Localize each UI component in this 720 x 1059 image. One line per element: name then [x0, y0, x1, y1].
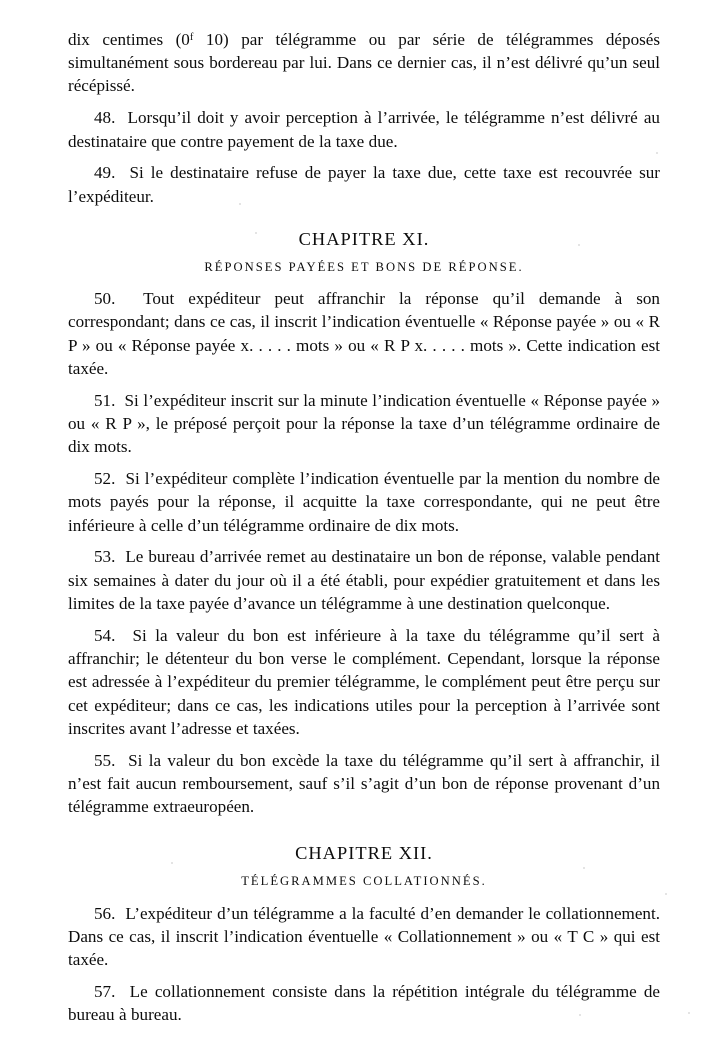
- chapter-xi-subtitle: RÉPONSES PAYÉES ET BONS DE RÉPONSE.: [204, 259, 524, 274]
- article-49: [68, 161, 660, 208]
- chapter-xi-heading: [68, 228, 660, 275]
- article-57: [68, 980, 660, 1027]
- article-51-number: 51.: [94, 390, 116, 410]
- article-55-text: Si la valeur du bon excède la taxe du télégramme qu’il sert à affranchir, il n’est fait aucun remboursement, sauf s’il s’agit d’un bon de réponse provenant d’un télégramme extraeuropéen.: [68, 750, 660, 817]
- article-50-number: 50.: [94, 288, 116, 308]
- spacer-chapter-xi-title: [68, 250, 660, 259]
- article-51-text: Si l’expéditeur inscrit sur la minute l’indication éventuelle « Réponse payée » ou « R P », le préposé perçoit pour la réponse la taxe d’un télégramme ordinaire de dix mots.: [68, 390, 660, 457]
- article-56: [68, 902, 660, 972]
- chapter-xii-subtitle: TÉLÉGRAMMES COLLATIONNÉS.: [241, 873, 487, 888]
- article-53-number: 53.: [94, 547, 116, 567]
- scan-speckle: [665, 893, 667, 895]
- article-56-text: L’expéditeur d’un télégramme a la faculté d’en demander le collationnement. Dans ce cas, il inscrit l’indication éventuelle « Collationnement » ou « T C » qui est taxée.: [68, 903, 660, 970]
- spacer-after-chapter-xi: [68, 275, 660, 287]
- article-49-text: Si le destinataire refuse de payer la taxe due, cette taxe est recouvrée sur l’expéditeur.: [68, 163, 661, 206]
- article-52-number: 52.: [94, 469, 116, 489]
- article-55: [68, 749, 660, 819]
- article-50: [68, 287, 660, 380]
- continuation-text-pre: dix centimes (0: [68, 29, 190, 49]
- article-57-number: 57.: [94, 982, 116, 1002]
- article-55-number: 55.: [94, 750, 116, 770]
- article-48-number: 48.: [94, 108, 116, 128]
- article-54: [68, 624, 660, 740]
- spacer-chapter-xii-title: [68, 864, 660, 873]
- spacer-before-chapter-xi: [68, 208, 660, 228]
- scan-speckle: [688, 1012, 690, 1014]
- spacer-after-chapter-xii: [68, 889, 660, 902]
- article-54-number: 54.: [94, 625, 116, 645]
- article-54-text: Si la valeur du bon est inférieure à la taxe du télégramme qu’il sert à affranchir; le détenteur du bon verse le complément. Cependant, lorsque la réponse est adressée à l’expéditeur du premier télégramme, le complément peut être perçu sur cet expéditeur; dans ce cas, les indications utiles pour la perception à l’arrivée sont inscrites avant l’adresse et taxées.: [68, 625, 660, 738]
- article-51: [68, 389, 660, 459]
- spacer-before-chapter-xii: [68, 819, 660, 842]
- chapter-xii-heading: [68, 842, 660, 889]
- article-52-text: Si l’expéditeur complète l’indication éventuelle par la mention du nombre de mots payés pour la réponse, il acquitte la taxe correspondante, qui ne peut être inférieure à celle d’un télégramme ordinaire de dix mots.: [68, 469, 660, 535]
- continuation-paragraph: [68, 26, 660, 98]
- article-52: [68, 467, 660, 537]
- article-50-text: Tout expéditeur peut affranchir la réponse qu’il demande à son correspondant; dans ce cas, il inscrit l’indication éventuelle « Réponse payée » ou « R P » ou « Réponse payée x. . . . . mots » ou « R P x. . . . . mots ». Cette indication est taxée.: [68, 288, 660, 378]
- page-text-block: [68, 26, 660, 1027]
- article-48: [68, 106, 660, 153]
- continuation-text-post: 10) par télégramme ou par série de télégrammes déposés simultanément sous bordereau par lui. Dans ce dernier cas, il n’est délivré qu’un seul récépissé.: [68, 29, 661, 96]
- article-53-text: Le bureau d’arrivée remet au destinataire un bon de réponse, valable pendant six semaines à dater du jour où il a été établi, pour expédier gratuitement et dans les limites de la taxe payée d’avance un télégramme à une destination quelconque.: [68, 547, 661, 614]
- article-57-text: Le collationnement consiste dans la répétition intégrale du télégramme de bureau à bureau.: [68, 982, 660, 1025]
- chapter-xi-title: CHAPITRE XI.: [298, 228, 430, 249]
- article-56-number: 56.: [94, 903, 116, 923]
- article-48-text: Lorsqu’il doit y avoir perception à l’arrivée, le télégramme n’est délivré au destinataire que contre payement de la taxe due.: [68, 108, 660, 151]
- franc-superscript: f: [189, 32, 194, 43]
- article-53: [68, 545, 660, 615]
- article-49-number: 49.: [94, 163, 116, 183]
- chapter-xii-title: CHAPITRE XII.: [295, 842, 433, 863]
